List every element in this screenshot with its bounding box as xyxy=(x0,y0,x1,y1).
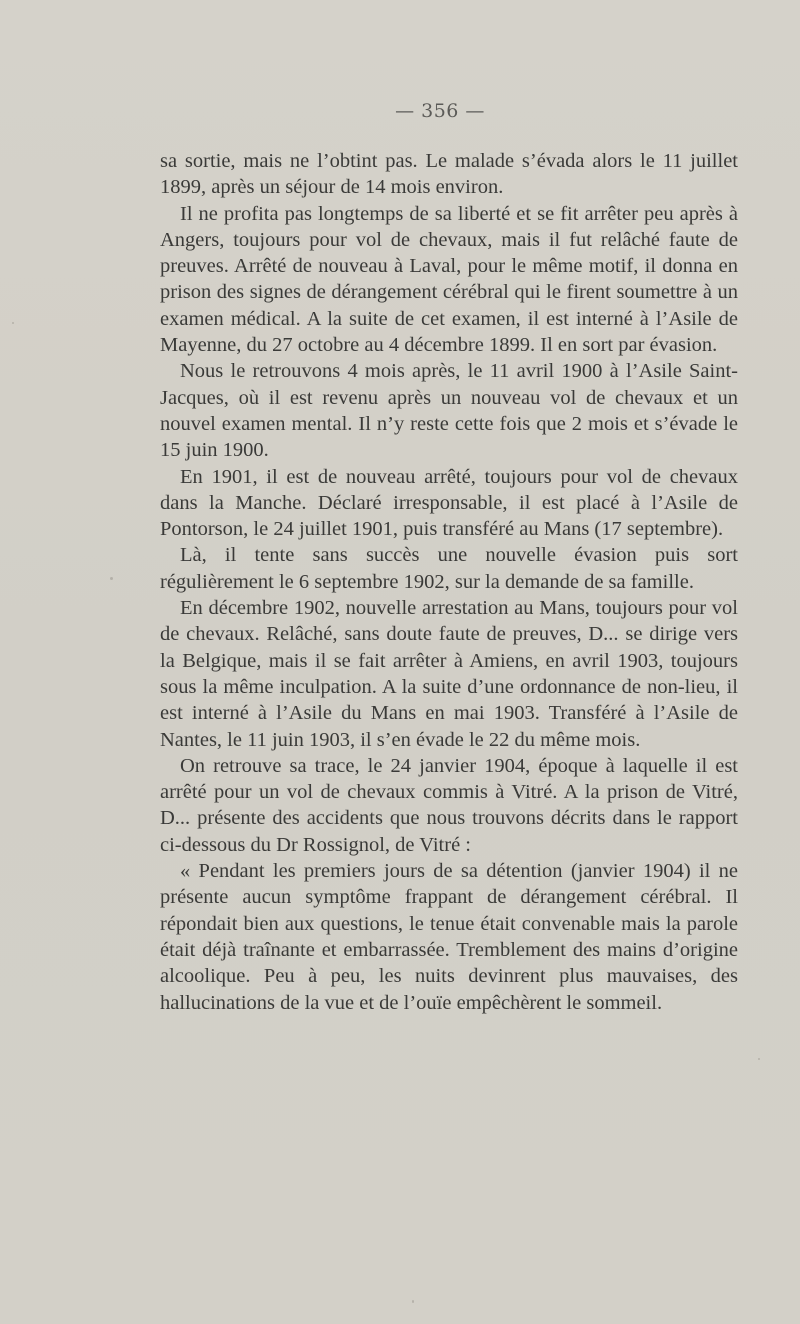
paragraph-7: On retrouve sa trace, le 24 janvier 1904, époque à laquelle il est arrêté pour un vol de chevaux commis à Vitré. A la prison de Vitré, D... présente des accidents que nous trouvons décrits dans le rapport ci-dessous du Dr Rossignol, de Vitré : xyxy=(160,754,738,856)
page-number: — 356 — xyxy=(395,100,485,122)
paper-speck xyxy=(758,1058,760,1060)
paper-speck xyxy=(110,577,113,580)
paper-speck xyxy=(412,1300,414,1303)
paragraph-5: Là, il tente sans succès une nouvelle évasion puis sort régulièrement le 6 septembre 1902, sur la demande de sa famille. xyxy=(160,544,738,593)
paragraph-6: En décembre 1902, nouvelle arrestation au Mans, toujours pour vol de chevaux. Relâché, sans doute faute de preuves, D... se dirige vers la Belgique, mais il se fait arrêter à Amiens, en avril 1903, toujours sous la même inculpation. A la suite d’une ordonnance de non-lieu, il est interné à l’Asile du Mans en mai 1903. Transféré à l’Asile de Nantes, le 11 juin 1903, il s’en évade le 22 du même mois. xyxy=(160,597,738,751)
paper-speck xyxy=(12,322,14,324)
body-text xyxy=(160,148,738,1016)
paragraph-8: « Pendant les premiers jours de sa détention (janvier 1904) il ne présente aucun symptôme frappant de dérangement cérébral. Il répondait bien aux questions, le tenue était convenable mais la parole était déjà traînante et embarrassée. Tremblement des mains d’origine alcoolique. Peu à peu, les nuits devinrent plus mauvaises, des hallucinations de la vue et de l’ouïe empêchèrent le sommeil. xyxy=(160,860,738,1014)
paragraph-3: Nous le retrouvons 4 mois après, le 11 avril 1900 à l’Asile Saint-Jacques, où il est revenu après un nouveau vol de chevaux et un nouvel examen mental. Il n’y reste cette fois que 2 mois et s’évade le 15 juin 1900. xyxy=(160,360,738,462)
paragraph-1: sa sortie, mais ne l’obtint pas. Le malade s’évada alors le 11 juillet 1899, après un séjour de 14 mois environ. xyxy=(160,150,738,199)
paragraph-2: Il ne profita pas longtemps de sa liberté et se fit arrêter peu après à Angers, toujours pour vol de chevaux, mais il fut relâché faute de preuves. Arrêté de nouveau à Laval, pour le même motif, il donna en prison des signes de dérangement cérébral qui le firent soumettre à un examen médical. A la suite de cet examen, il est interné à l’Asile de Mayenne, du 27 octobre au 4 décembre 1899. Il en sort par évasion. xyxy=(160,202,738,357)
paragraph-4: En 1901, il est de nouveau arrêté, toujours pour vol de chevaux dans la Manche. Déclaré irresponsable, il est placé à l’Asile de Pontorson, le 24 juillet 1901, puis transféré au Mans (17 septembre). xyxy=(160,465,738,541)
